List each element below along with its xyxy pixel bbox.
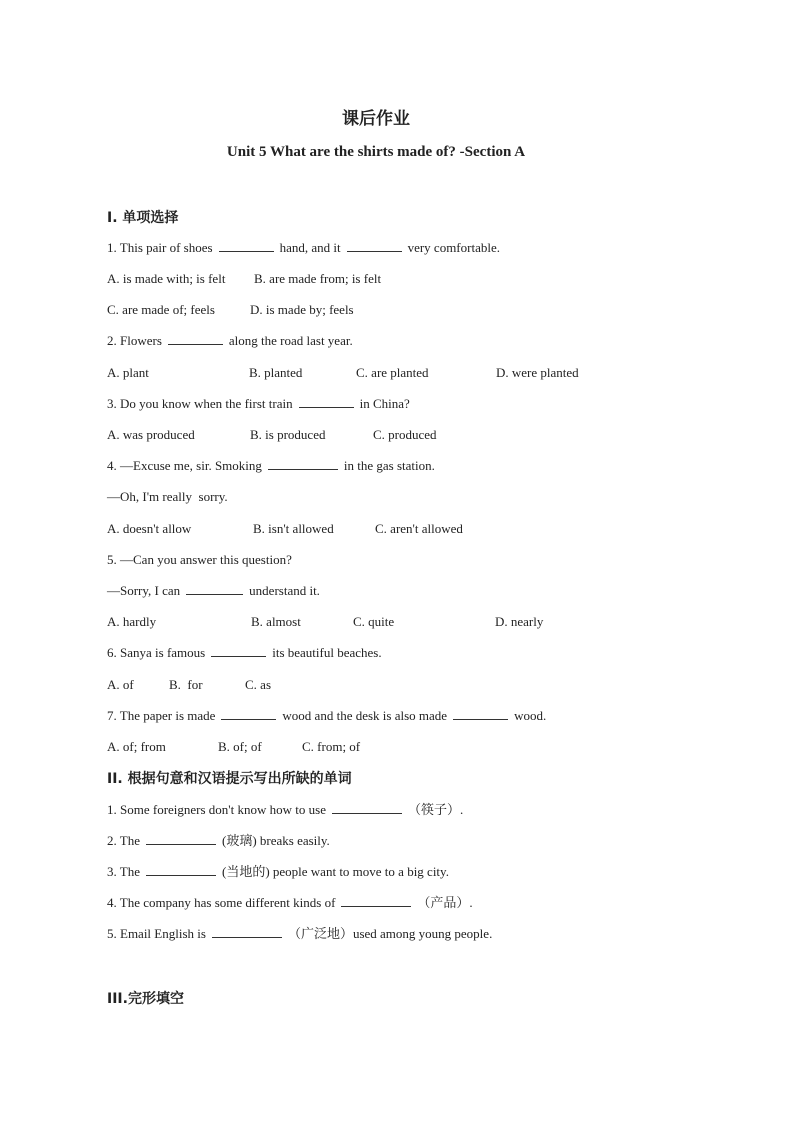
question-6 xyxy=(107,644,382,662)
option-d: D. were planted xyxy=(496,365,579,380)
answer-blank xyxy=(186,582,243,595)
option-a: A. of xyxy=(107,677,134,692)
question-text: very comfortable. xyxy=(407,240,500,255)
option-a: A. hardly xyxy=(107,614,157,629)
option-b: B. of; of xyxy=(218,739,262,754)
option-c: C. from; of xyxy=(302,739,361,754)
option-c: C. are made of; feels xyxy=(107,302,215,317)
question-text: —Sorry, I can xyxy=(107,583,181,598)
option-c: C. are planted xyxy=(356,365,429,380)
option-a: A. plant xyxy=(107,365,149,380)
option-c: C. as xyxy=(245,677,271,692)
question-text: （产品）. xyxy=(417,895,473,910)
question-text: in China? xyxy=(359,396,410,411)
question-text: (当地的) people want to move to a big city. xyxy=(221,864,449,879)
section-heading-2: II. 根据句意和汉语提示写出所缺的单词 xyxy=(107,771,352,787)
dialogue-reply xyxy=(107,582,320,600)
question-4 xyxy=(107,457,435,475)
question-text: 1. This pair of shoes xyxy=(107,240,213,255)
option-b: B. is produced xyxy=(250,427,326,442)
question-text: (玻璃) breaks easily. xyxy=(221,833,330,848)
question-5: 5. —Can you answer this question? xyxy=(107,552,292,567)
fill-item-4 xyxy=(107,894,473,912)
question-text: 2. The xyxy=(107,833,140,848)
question-3 xyxy=(107,395,410,413)
answer-blank xyxy=(347,239,402,252)
fill-item-2 xyxy=(107,832,330,850)
option-b: B. isn't allowed xyxy=(253,521,334,536)
option-a: A. of; from xyxy=(107,739,166,754)
question-text: 1. Some foreigners don't know how to use xyxy=(107,802,326,817)
question-text: its beautiful beaches. xyxy=(272,645,382,660)
option-a: A. was produced xyxy=(107,427,195,442)
answer-blank xyxy=(299,395,354,408)
page-title: 课后作业 xyxy=(342,109,410,129)
fill-item-5 xyxy=(107,925,492,943)
question-text: hand, and it xyxy=(279,240,341,255)
question-text: understand it. xyxy=(249,583,320,598)
option-b: B. planted xyxy=(249,365,303,380)
question-text: wood. xyxy=(514,708,547,723)
question-text: 3. The xyxy=(107,864,140,879)
option-c: C. quite xyxy=(353,614,395,629)
page-subtitle: Unit 5 What are the shirts made of? -Section A xyxy=(226,144,526,160)
question-text: 7. The paper is made xyxy=(107,708,216,723)
question-1 xyxy=(107,239,500,257)
option-b: B. almost xyxy=(251,614,301,629)
option-c: C. aren't allowed xyxy=(375,521,463,536)
answer-blank xyxy=(221,707,276,720)
question-7 xyxy=(107,707,546,725)
option-a: A. is made with; is felt xyxy=(107,271,226,286)
answer-blank xyxy=(341,894,411,907)
option-c: C. produced xyxy=(373,427,437,442)
option-d: D. nearly xyxy=(495,614,544,629)
answer-blank xyxy=(146,863,216,876)
question-text: 5. Email English is xyxy=(107,926,206,941)
section-heading-1: I. 单项选择 xyxy=(107,210,179,226)
fill-item-1 xyxy=(107,801,463,819)
section-heading-3: III.完形填空 xyxy=(107,991,184,1007)
dialogue-reply: —Oh, I'm really sorry. xyxy=(107,489,228,504)
question-text: （广泛地）used among young people. xyxy=(287,926,493,941)
option-b: B. for xyxy=(169,677,203,692)
answer-blank xyxy=(453,707,508,720)
question-2 xyxy=(107,332,353,350)
option-b: B. are made from; is felt xyxy=(254,271,382,286)
answer-blank xyxy=(211,644,266,657)
question-text: 3. Do you know when the first train xyxy=(107,396,293,411)
question-text: 6. Sanya is famous xyxy=(107,645,206,660)
answer-blank xyxy=(332,801,402,814)
question-text: wood and the desk is also made xyxy=(282,708,448,723)
question-text: in the gas station. xyxy=(343,458,435,473)
answer-blank xyxy=(212,925,282,938)
answer-blank xyxy=(146,832,216,845)
option-a: A. doesn't allow xyxy=(107,521,192,536)
answer-blank xyxy=(268,457,338,470)
question-text: along the road last year. xyxy=(228,333,353,348)
question-text: 4. —Excuse me, sir. Smoking xyxy=(107,458,262,473)
fill-item-3 xyxy=(107,863,449,881)
answer-blank xyxy=(168,332,223,345)
question-text: 4. The company has some different kinds of xyxy=(107,895,336,910)
option-d: D. is made by; feels xyxy=(250,302,354,317)
question-text: 2. Flowers xyxy=(107,333,162,348)
answer-blank xyxy=(219,239,274,252)
question-text: （筷子）. xyxy=(407,802,464,817)
